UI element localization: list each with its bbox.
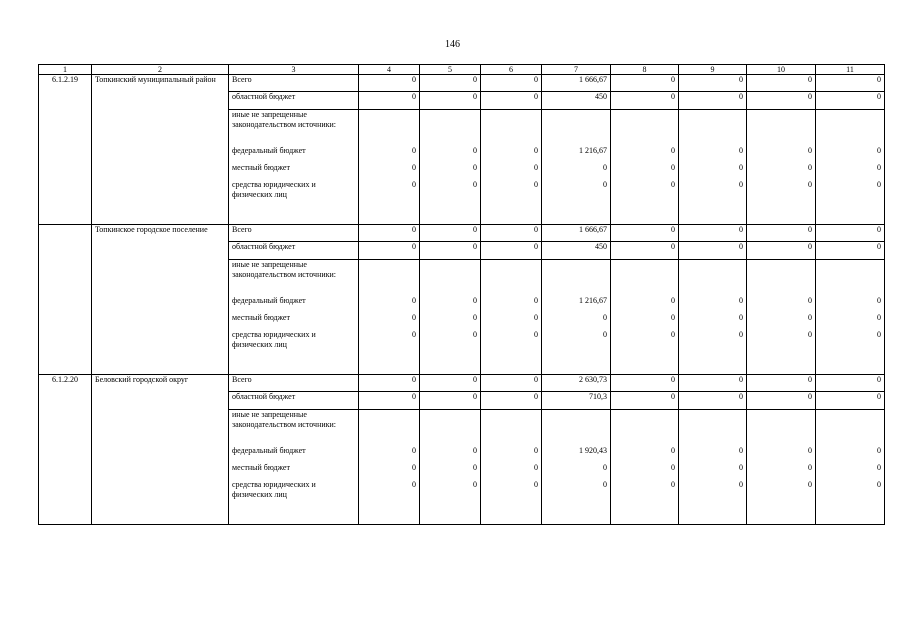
federal-value: 0 — [877, 146, 881, 155]
federal-value: 0 — [671, 296, 675, 305]
legal-label: средства юридических и физических лиц — [232, 480, 316, 499]
value-cell: 0 — [420, 392, 481, 410]
legal-value: 0 — [473, 180, 477, 189]
federal-value: 1 920,43 — [579, 446, 607, 455]
value-column — [542, 260, 611, 375]
value-column — [679, 260, 747, 375]
spacer — [682, 110, 743, 140]
value-cell: 0 — [359, 392, 420, 410]
local-value: 0 — [671, 313, 675, 322]
row-label: областной бюджет — [229, 242, 359, 260]
local-value: 0 — [473, 163, 477, 172]
legal-value: 0 — [739, 480, 743, 489]
value-cell: 0 — [611, 92, 679, 110]
value-column — [420, 260, 481, 375]
page-number: 146 — [445, 39, 460, 50]
legal-value: 0 — [877, 480, 881, 489]
spacer — [750, 260, 812, 290]
legal-value: 0 — [473, 330, 477, 339]
federal-value: 0 — [473, 146, 477, 155]
value-column — [542, 410, 611, 525]
value-cell: 0 — [611, 392, 679, 410]
spacer — [423, 410, 477, 440]
value-cell: 0 — [816, 375, 885, 392]
header-cell: 3 — [229, 65, 359, 75]
header-cell: 9 — [679, 65, 747, 75]
value-cell: 0 — [611, 375, 679, 392]
spacer — [614, 260, 675, 290]
value-cell: 0 — [611, 242, 679, 260]
value-cell: 710,3 — [542, 392, 611, 410]
local-value: 0 — [473, 313, 477, 322]
value-cell: 1 666,67 — [542, 75, 611, 92]
value-column — [747, 410, 816, 525]
local-value: 0 — [739, 463, 743, 472]
value-cell: 450 — [542, 92, 611, 110]
legal-value: 0 — [603, 480, 607, 489]
value-cell: 0 — [481, 225, 542, 242]
spacer — [614, 410, 675, 440]
other-sources-label: иные не запрещенные законодательством источники: — [232, 260, 337, 279]
legal-label: средства юридических и физических лиц — [232, 330, 316, 349]
value-column — [611, 260, 679, 375]
value-cell: 0 — [481, 242, 542, 260]
value-column — [816, 410, 885, 525]
legal-value: 0 — [671, 480, 675, 489]
local-value: 0 — [808, 163, 812, 172]
value-cell: 0 — [679, 392, 747, 410]
federal-value: 0 — [877, 446, 881, 455]
other-sources-label: иные не запрещенные законодательством источники: — [232, 410, 337, 429]
federal-label: федеральный бюджет — [232, 446, 306, 455]
value-cell: 0 — [359, 375, 420, 392]
local-value: 0 — [603, 463, 607, 472]
section-code: 6.1.2.19 — [39, 75, 92, 225]
legal-value: 0 — [603, 330, 607, 339]
value-cell: 0 — [359, 225, 420, 242]
spacer — [614, 110, 675, 140]
legal-value: 0 — [534, 330, 538, 339]
spacer — [484, 410, 538, 440]
value-cell: 0 — [816, 92, 885, 110]
spacer — [423, 110, 477, 140]
local-value: 0 — [877, 313, 881, 322]
value-column — [747, 260, 816, 375]
legal-value: 0 — [412, 180, 416, 189]
value-cell: 0 — [816, 392, 885, 410]
value-column — [481, 260, 542, 375]
federal-value: 0 — [534, 446, 538, 455]
spacer — [819, 110, 881, 140]
value-column — [611, 110, 679, 225]
value-cell: 0 — [816, 242, 885, 260]
value-cell: 0 — [359, 92, 420, 110]
budget-table — [38, 64, 885, 525]
section-name: Беловский городской округ — [92, 375, 229, 525]
federal-value: 1 216,67 — [579, 296, 607, 305]
value-column — [359, 110, 420, 225]
value-cell: 0 — [747, 75, 816, 92]
spacer — [682, 410, 743, 440]
local-value: 0 — [603, 163, 607, 172]
legal-value: 0 — [877, 330, 881, 339]
value-column — [679, 110, 747, 225]
value-column — [747, 110, 816, 225]
value-cell: 0 — [481, 75, 542, 92]
federal-value: 0 — [739, 446, 743, 455]
federal-value: 0 — [808, 146, 812, 155]
federal-label: федеральный бюджет — [232, 146, 306, 155]
legal-value: 0 — [808, 180, 812, 189]
other-sources-cell — [229, 410, 359, 525]
value-cell: 0 — [359, 242, 420, 260]
spacer — [545, 110, 607, 140]
local-value: 0 — [877, 163, 881, 172]
header-cell: 11 — [816, 65, 885, 75]
value-cell: 0 — [747, 392, 816, 410]
spacer — [423, 260, 477, 290]
value-column — [679, 410, 747, 525]
value-column — [816, 110, 885, 225]
value-cell: 2 630,73 — [542, 375, 611, 392]
value-cell: 0 — [747, 92, 816, 110]
federal-value: 0 — [534, 146, 538, 155]
value-cell: 0 — [611, 75, 679, 92]
spacer — [750, 110, 812, 140]
value-cell: 0 — [420, 75, 481, 92]
legal-value: 0 — [739, 180, 743, 189]
value-cell: 450 — [542, 242, 611, 260]
local-value: 0 — [603, 313, 607, 322]
section-name: Топкинское городское поселение — [92, 225, 229, 375]
legal-value: 0 — [412, 330, 416, 339]
value-cell: 0 — [816, 225, 885, 242]
value-column — [816, 260, 885, 375]
spacer — [750, 410, 812, 440]
spacer — [362, 410, 416, 440]
federal-value: 0 — [671, 446, 675, 455]
section-code — [39, 225, 92, 375]
header-cell: 5 — [420, 65, 481, 75]
section-name: Топкинский муниципальный район — [92, 75, 229, 225]
local-value: 0 — [412, 163, 416, 172]
legal-value: 0 — [877, 180, 881, 189]
section-total-row — [39, 75, 885, 92]
value-cell: 0 — [679, 375, 747, 392]
federal-value: 0 — [412, 446, 416, 455]
other-sources-cell — [229, 110, 359, 225]
header-row — [39, 65, 885, 75]
spacer — [545, 260, 607, 290]
value-cell: 0 — [420, 375, 481, 392]
spacer — [484, 110, 538, 140]
spacer — [484, 260, 538, 290]
federal-value: 0 — [739, 146, 743, 155]
value-column — [359, 260, 420, 375]
value-cell: 0 — [481, 392, 542, 410]
section-total-row — [39, 375, 885, 392]
federal-value: 0 — [473, 446, 477, 455]
value-cell: 0 — [420, 225, 481, 242]
value-cell: 0 — [359, 75, 420, 92]
spacer — [362, 260, 416, 290]
local-label: местный бюджет — [232, 313, 290, 322]
row-label: Всего — [229, 375, 359, 392]
local-value: 0 — [739, 163, 743, 172]
legal-value: 0 — [739, 330, 743, 339]
value-column — [611, 410, 679, 525]
row-label: областной бюджет — [229, 92, 359, 110]
federal-value: 0 — [808, 296, 812, 305]
legal-value: 0 — [808, 480, 812, 489]
legal-value: 0 — [534, 480, 538, 489]
local-value: 0 — [412, 463, 416, 472]
value-cell: 0 — [679, 92, 747, 110]
local-label: местный бюджет — [232, 163, 290, 172]
local-value: 0 — [739, 313, 743, 322]
federal-value: 0 — [412, 146, 416, 155]
local-value: 0 — [534, 163, 538, 172]
row-label: Всего — [229, 75, 359, 92]
header-cell: 4 — [359, 65, 420, 75]
legal-value: 0 — [473, 480, 477, 489]
header-cell: 2 — [92, 65, 229, 75]
legal-value: 0 — [603, 180, 607, 189]
value-cell: 0 — [747, 225, 816, 242]
spacer — [545, 410, 607, 440]
spacer — [819, 410, 881, 440]
value-cell: 0 — [679, 225, 747, 242]
federal-value: 0 — [671, 146, 675, 155]
local-value: 0 — [808, 313, 812, 322]
local-label: местный бюджет — [232, 463, 290, 472]
value-cell: 1 666,67 — [542, 225, 611, 242]
other-sources-label: иные не запрещенные законодательством источники: — [232, 110, 337, 129]
legal-value: 0 — [808, 330, 812, 339]
value-cell: 0 — [679, 75, 747, 92]
local-value: 0 — [534, 313, 538, 322]
federal-value: 0 — [473, 296, 477, 305]
value-column — [420, 410, 481, 525]
legal-label: средства юридических и физических лиц — [232, 180, 316, 199]
header-cell: 8 — [611, 65, 679, 75]
federal-value: 0 — [534, 296, 538, 305]
local-value: 0 — [534, 463, 538, 472]
header-cell: 1 — [39, 65, 92, 75]
value-cell: 0 — [747, 375, 816, 392]
value-cell: 0 — [420, 92, 481, 110]
federal-label: федеральный бюджет — [232, 296, 306, 305]
local-value: 0 — [473, 463, 477, 472]
other-sources-cell — [229, 260, 359, 375]
spacer — [682, 260, 743, 290]
header-cell: 7 — [542, 65, 611, 75]
row-label: Всего — [229, 225, 359, 242]
spacer — [819, 260, 881, 290]
federal-value: 1 216,67 — [579, 146, 607, 155]
legal-value: 0 — [534, 180, 538, 189]
value-column — [542, 110, 611, 225]
value-cell: 0 — [816, 75, 885, 92]
value-column — [420, 110, 481, 225]
legal-value: 0 — [671, 180, 675, 189]
federal-value: 0 — [412, 296, 416, 305]
value-column — [481, 110, 542, 225]
legal-value: 0 — [671, 330, 675, 339]
value-cell: 0 — [481, 375, 542, 392]
federal-value: 0 — [808, 446, 812, 455]
value-column — [359, 410, 420, 525]
value-cell: 0 — [747, 242, 816, 260]
local-value: 0 — [412, 313, 416, 322]
header-cell: 10 — [747, 65, 816, 75]
federal-value: 0 — [877, 296, 881, 305]
value-cell: 0 — [679, 242, 747, 260]
local-value: 0 — [808, 463, 812, 472]
value-cell: 0 — [481, 92, 542, 110]
value-column — [481, 410, 542, 525]
value-cell: 0 — [611, 225, 679, 242]
local-value: 0 — [671, 463, 675, 472]
spacer — [362, 110, 416, 140]
section-code: 6.1.2.20 — [39, 375, 92, 525]
federal-value: 0 — [739, 296, 743, 305]
legal-value: 0 — [412, 480, 416, 489]
local-value: 0 — [877, 463, 881, 472]
value-cell: 0 — [420, 242, 481, 260]
header-cell: 6 — [481, 65, 542, 75]
row-label: областной бюджет — [229, 392, 359, 410]
section-total-row — [39, 225, 885, 242]
local-value: 0 — [671, 163, 675, 172]
